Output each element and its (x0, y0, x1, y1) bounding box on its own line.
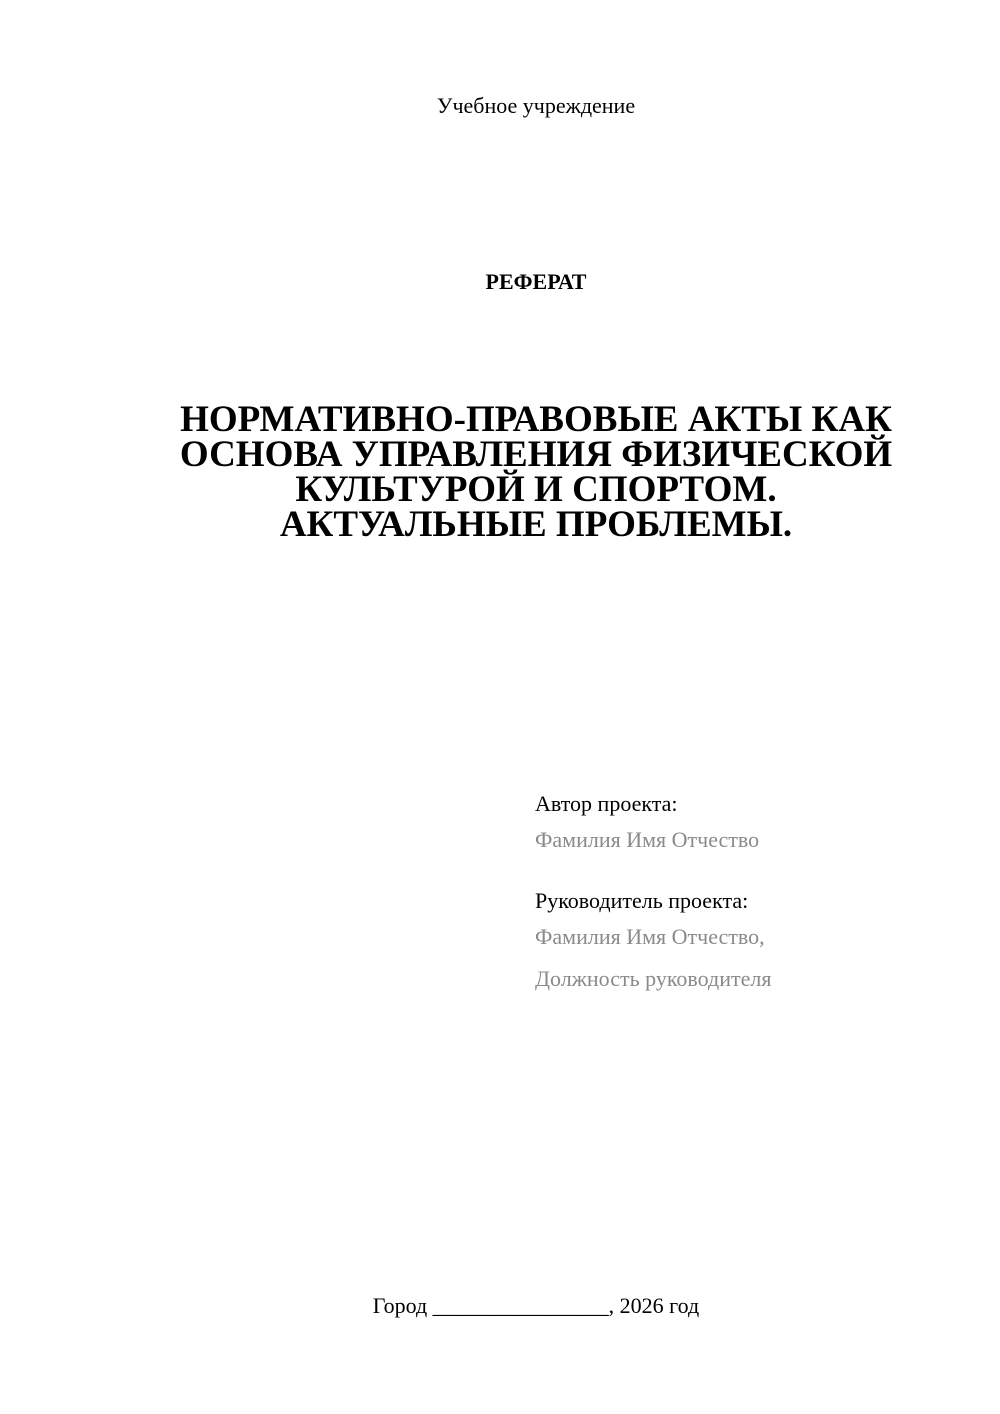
title-line-3: КУЛЬТУРОЙ И СПОРТОМ. (295, 469, 777, 510)
title-line-1: НОРМАТИВНО-ПРАВОВЫЕ АКТЫ КАК (180, 399, 892, 440)
document-title (150, 399, 922, 545)
supervisor-name: Фамилия Имя Отчество, (535, 924, 765, 949)
author-label: Автор проекта: (535, 791, 678, 816)
document-type: РЕФЕРАТ (485, 269, 587, 294)
city-year-line: Город ________________, 2026 год (372, 1293, 700, 1318)
title-line-4: АКТУАЛЬНЫЕ ПРОБЛЕМЫ. (279, 504, 793, 545)
title-line-2: ОСНОВА УПРАВЛЕНИЯ ФИЗИЧЕСКОЙ (179, 434, 893, 475)
author-name: Фамилия Имя Отчество (535, 827, 760, 852)
supervisor-block (535, 887, 975, 993)
supervisor-label: Руководитель проекта: (535, 888, 749, 913)
supervisor-position: Должность руководителя (535, 966, 772, 991)
credits-block (535, 790, 975, 993)
author-block (535, 790, 975, 854)
institution-name: Учебное учреждение (436, 93, 636, 118)
